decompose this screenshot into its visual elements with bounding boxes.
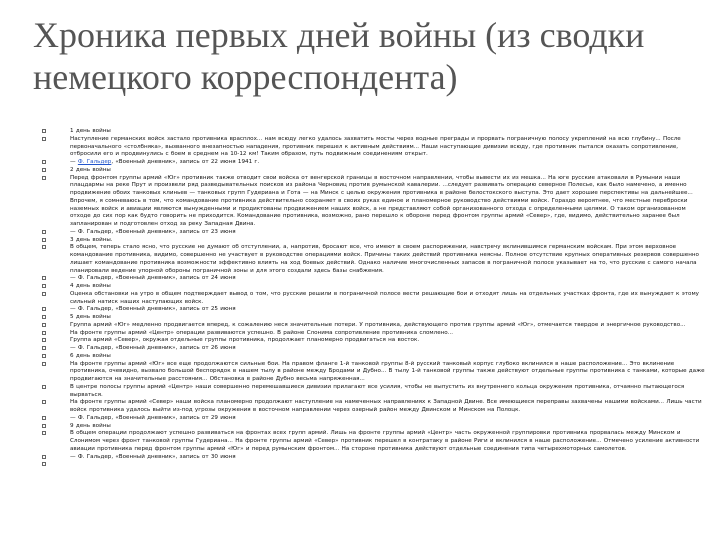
square-bullet-icon xyxy=(42,307,46,311)
item-text: — Ф. Гальдер, «Военный дневник», запись от 29 июня xyxy=(70,414,236,421)
square-bullet-icon xyxy=(42,338,46,342)
list-item xyxy=(42,128,708,136)
list-item xyxy=(42,167,708,175)
list-item xyxy=(42,399,708,415)
square-bullet-icon xyxy=(42,455,46,459)
item-text: В общем, теперь стало ясно, что русские не думают об отступлении, а, напротив, бросают все, что имеют в своем распоряжении, навстречу вклинившимся германским войскам. При этом верховное командование противника, видимо, совершенно не участвует в руководстве операциями войск. Причины таких действий противника неясны. Полное отсутствие крупных оперативных резервов совершенно лишает командование противника возможности эффективно влиять на ход боевых действий. Однако наличие многочисленных запасов в пограничной полосе указывает на то, что русские с самого начала планировали ведение упорной обороны пограничной зоны и для этого создали здесь базы снабжения. xyxy=(70,244,699,274)
item-text: 9 день войны xyxy=(70,422,111,429)
list-item xyxy=(42,361,708,384)
item-text: «Военный дневник», запись от 22 июня 1941 г. xyxy=(113,159,260,165)
item-text: Оценка обстановки на утро в общем подтверждает вывод о том, что русские решили в пограничной полосе вести решающие бои и отходят лишь на отдельных участках фронта, где их вынуждает к этому сильный натиск наших наступающих войск. xyxy=(70,290,699,305)
item-text: В общем операции продолжают успешно развиваться на фронтах всех групп армий. Лишь на фронте группы армий «Центр» часть окруженной группировки противника прорвалась между Минском и Слонимом через фронт танковой группы Гудериана... На фронте группы армий «Север» противник перешел в контратаку в районе Риги и вклинился в наше расположение... Отмечено усиление активности авиации противника перед фронтом группы армий «Юг» и перед румынским фронтом... На стороне противника действуют отдельные соединения типа четырехмоторных самолетов. xyxy=(70,430,700,452)
list-item xyxy=(42,415,708,423)
list-item xyxy=(42,175,708,229)
list-item xyxy=(42,353,708,361)
item-text: — Ф. Гальдер, «Военный дневник», запись от 25 июня xyxy=(70,306,236,313)
square-bullet-icon xyxy=(42,331,46,335)
item-text: Группа армий «Север», окружая отдельные группы противника, продолжает планомерно продвигаться на восток. xyxy=(70,337,420,344)
square-bullet-icon xyxy=(42,160,46,164)
list-item xyxy=(42,345,708,353)
item-text: На фронте группы армий «Юг» все еще продолжаются сильные бои. На правом фланге 1-й танковой группы 8-й русский танковый корпус глубоко вклинился в наше расположение... Это вклинение противника, очевидно, вызвало большой беспорядок в нашем тылу в районе между Бродами и Дубно... В тылу 1-й танковой группы также действуют отдельные группы противника с танками, которые даже продвигаются на значительные расстояния... Обстановка в районе Дубно весьма напряженная... xyxy=(70,360,705,382)
square-bullet-icon xyxy=(42,346,46,350)
list-item xyxy=(42,337,708,345)
square-bullet-icon xyxy=(42,168,46,172)
square-bullet-icon xyxy=(42,462,46,466)
item-text: 3 день войны. xyxy=(70,236,113,243)
square-bullet-icon xyxy=(42,354,46,358)
square-bullet-icon xyxy=(42,431,46,435)
square-bullet-icon xyxy=(42,292,46,296)
square-bullet-icon xyxy=(42,424,46,428)
item-text: В центре полосы группы армий «Центр» наши совершенно перемешавшиеся дивизии прилагают все усилия, чтобы не выпустить из внутреннего кольца окружения противника, отчаянно пытающегося вырваться. xyxy=(70,383,685,398)
list-item xyxy=(42,322,708,330)
list-item xyxy=(42,283,708,291)
item-text: 6 день войны xyxy=(70,352,111,359)
square-bullet-icon xyxy=(42,230,46,234)
list-item xyxy=(42,430,708,453)
square-bullet-icon xyxy=(42,245,46,249)
slide-title: Хроника первых дней войны (из сводки немецкого корреспондента) xyxy=(33,15,645,97)
item-text: 4 день войны xyxy=(70,283,111,289)
chronicle-list xyxy=(42,128,708,461)
square-bullet-icon xyxy=(42,385,46,389)
list-item xyxy=(42,275,708,283)
square-bullet-icon xyxy=(42,137,46,141)
item-text: 5 день войны xyxy=(70,314,111,320)
square-bullet-icon xyxy=(42,315,46,319)
square-bullet-icon xyxy=(42,284,46,288)
item-text: Наступление германских войск застало противника врасплох... нам всюду легко удалось захватить мосты через водные преграды и прорвать пограничную полосу укреплений на всю глубину... После первоначального «столбняка», вызванного внезапностью нападения, противник перешел к активным действиям... Наши наступающие дивизии всюду, где противник пытался оказать сопротивление, отбросили его и продвинулись с боем в среднем на 10-12 км! Таким образом, путь подвижным соединениям открыт. xyxy=(70,135,681,158)
list-item xyxy=(42,314,708,322)
item-text: Группа армий «Юг» медленно продвигается вперед, к сожалению неся значительные потери. У противника, действующего против группы армий «Юг», отмечается твердое и энергичное руководство... xyxy=(70,321,686,328)
item-text: — Ф. Гальдер, «Военный дневник», запись от 26 июня xyxy=(70,345,236,351)
square-bullet-icon xyxy=(42,416,46,420)
square-bullet-icon xyxy=(42,176,46,180)
item-text: 1 день войны xyxy=(70,128,111,134)
item-text: — Ф. Гальдер, «Военный дневник», запись от 30 июня xyxy=(70,453,236,460)
item-text: Перед фронтом группы армий «Юг» противник также отводит свои войска от венгерской границы в восточном направлении, чтобы вывести их из мешка... На юге русские атаковали в Румынии наши плацдармы на реке Прут и произвели ряд разведывательных поисков из района Черновиц против румынской кавалерии. ...следует развивать операцию северное Полесье, как было намечено, а именно продвижение обоих танковых клиньев — танковых групп Гудериана и Гота — на Минск с целью окружения противника в районе белостокского выступа. Это дает хорошие перспективы на дальнейшее... Впрочем, я сомневаюсь в том, что командование противника действительно сохраняет в своих руках единое и планомерное руководство действиями войск. Гораздо вероятнее, что местные переброски наземных войск и авиации являются вынужденными и продиктованы продвижением наших войск, а не представляют собой организованного отхода с определенными целями. О таком организованном отходе до сих пор как будто говорить не приходится. Командование противника, возможно, рано перешло к обороне перед фронтом группы армий «Север», где, видимо, действительно заранее был запланирован и подготовлен отход за реку Западная Двина. xyxy=(70,174,693,227)
list-item xyxy=(42,136,708,159)
list-item xyxy=(42,454,708,462)
square-bullet-icon xyxy=(42,362,46,366)
square-bullet-icon xyxy=(42,238,46,242)
list-item xyxy=(42,291,708,307)
list-item xyxy=(42,244,708,275)
square-bullet-icon xyxy=(42,129,46,133)
list-item xyxy=(42,306,708,314)
item-text: На фронте группы армий «Центр» операции развиваются успешно. В районе Слонима сопротивление противника сломлено... xyxy=(70,329,454,336)
square-bullet-icon xyxy=(42,400,46,404)
square-bullet-icon xyxy=(42,276,46,280)
item-text: На фронте группы армий «Север» наши войска планомерно продолжают наступление на намеченных направлениях к Западной Двине. Все имеющиеся переправы захвачены нашими войсками... Лишь части войск противника удалось выйти из-под угрозы окружения в восточном направлении через озерный район между Двинском и Минском на Полоцк. xyxy=(70,399,702,413)
item-text: 2 день войны xyxy=(70,166,111,173)
author-link[interactable]: Ф. Гальдер xyxy=(77,159,112,165)
list-item xyxy=(42,229,708,237)
item-text: — Ф. Гальдер, «Военный дневник», запись от 23 июня xyxy=(70,228,236,235)
list-item xyxy=(42,384,708,400)
item-text: — Ф. Гальдер, «Военный дневник», запись от 24 июня xyxy=(70,275,236,282)
square-bullet-icon xyxy=(42,323,46,327)
list-item: — Ф. Гальдер, «Военный дневник», запись от 22 июня 1941 г. xyxy=(42,159,708,167)
